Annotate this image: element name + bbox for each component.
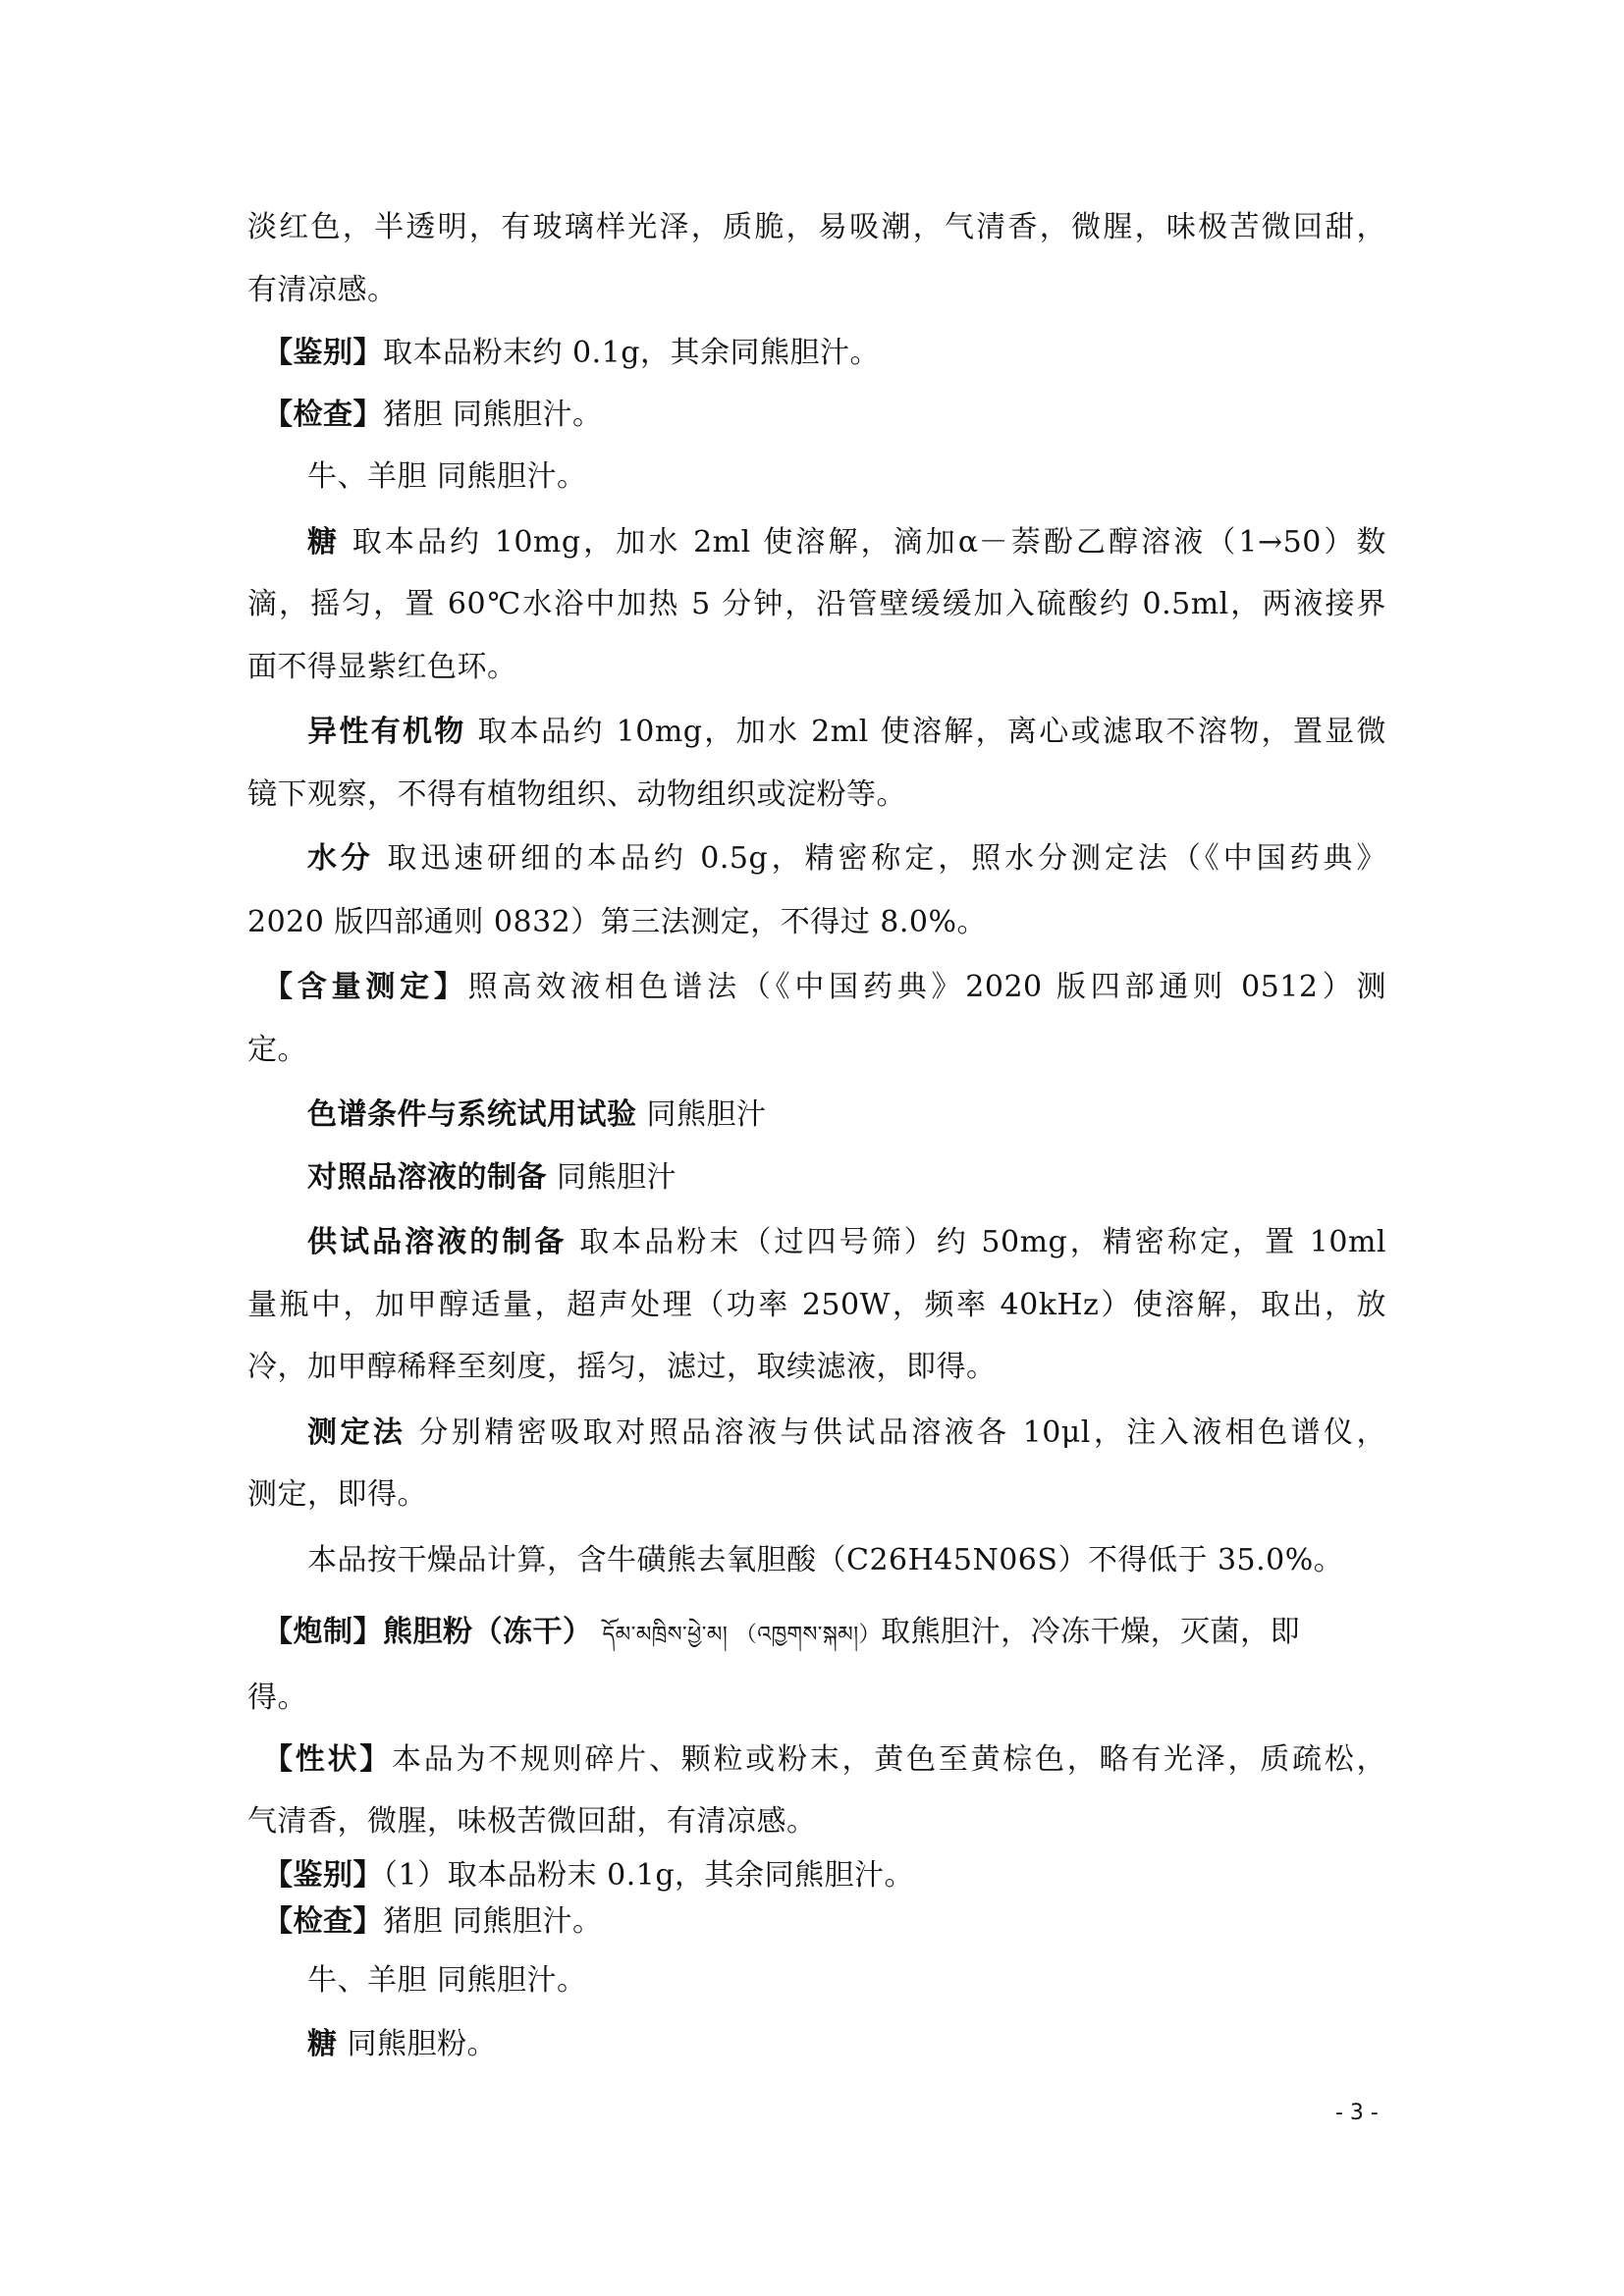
subsection-heading: 测定法: [307, 1415, 406, 1450]
section-heading: 【检查】: [263, 1904, 383, 1939]
section-sugar: [307, 523, 1386, 562]
tibetan-name: དོམ་མཁྲིས་ཕྱེ་མ། （འཁྱགས་སྐམ།）: [602, 1623, 882, 1647]
text: 淡红色，半透明，有玻璃样光泽，质脆，易吸潮，气清香，微腥，味极苦微回甜，: [247, 210, 1386, 244]
text: 测定，即得。: [247, 1477, 427, 1512]
paragraph-line: [307, 1961, 1386, 2001]
section-processing: [263, 1613, 1386, 1655]
section-check: [263, 396, 1386, 435]
section-method: [307, 1414, 1386, 1453]
section-test-solution: [307, 1223, 1386, 1262]
subsection-heading: 糖: [307, 525, 341, 560]
paragraph-line: [247, 271, 1386, 310]
text: 量瓶中，加甲醇适量，超声处理（功率 250W，频率 40kHz）使溶解，取出，放: [247, 1288, 1386, 1322]
text: 气清香，微腥，味极苦微回甜，有清凉感。: [247, 1804, 817, 1839]
section-sugar-2: [307, 2025, 1386, 2064]
subsection-heading: 糖: [307, 2027, 338, 2061]
text: （冻干）: [472, 1615, 593, 1649]
text: 取本品约 10mg，加水 2ml 使溶解，滴加α－萘酚乙醇溶液（1→50）数: [340, 525, 1387, 560]
section-heading: 【性状】: [263, 1742, 392, 1777]
subsection-heading: 供试品溶液的制备: [307, 1225, 568, 1259]
text: 取迅速研细的本品约 0.5g，精密称定，照水分测定法（《中国药典》: [373, 841, 1386, 876]
paragraph-line: [247, 585, 1386, 624]
paragraph-line: [247, 1031, 1386, 1070]
section-water: [307, 839, 1386, 879]
text: 牛、羊胆 同熊胆汁。: [307, 1963, 587, 1998]
paragraph-line: [247, 208, 1386, 247]
text: （1）取本品粉末 0.1g，其余同熊胆汁。: [383, 1858, 915, 1893]
text: 取本品约 10mg，加水 2ml 使溶解，离心或滤取不溶物，置显微: [465, 715, 1386, 749]
subsection-heading: 异性有机物: [307, 715, 466, 749]
text: 猪胆 同熊胆汁。: [383, 398, 603, 432]
paragraph-line: [247, 1802, 1386, 1842]
subsection-heading: 对照品溶液的制备: [307, 1160, 547, 1195]
text: 取本品粉末（过四号筛）约 50mg，精密称定，置 10ml: [567, 1225, 1387, 1259]
text: 同熊胆汁: [547, 1160, 677, 1195]
subsection-heading: 色谱条件与系统试用试验: [307, 1097, 637, 1132]
text: 取本品粉末约 0.1g，其余同熊胆汁。: [383, 336, 880, 370]
paragraph-line: [247, 1475, 1386, 1515]
text: 2020 版四部通则 0832）第三法测定，不得过 8.0%。: [247, 905, 988, 939]
paragraph-line: [247, 648, 1386, 687]
paragraph-line: [307, 457, 1386, 497]
text: 同熊胆汁: [636, 1097, 767, 1132]
paragraph-line: [247, 1286, 1386, 1325]
text: 冷，加甲醇稀释至刻度，摇匀，滤过，取续滤液，即得。: [247, 1350, 997, 1384]
section-heading: 【鉴别】: [263, 336, 383, 370]
text: 照高效液相色谱法（《中国药典》2020 版四部通则 0512）测: [467, 970, 1386, 1004]
paragraph-line: [247, 1348, 1386, 1387]
section-properties: [263, 1740, 1386, 1780]
paragraph-line: [247, 775, 1386, 815]
text: 同熊胆粉。: [337, 2027, 498, 2061]
section-identify-2: [263, 1856, 1386, 1896]
section-reference-solution: [307, 1158, 1386, 1198]
text: 取熊胆汁，冷冻干燥，灭菌，即: [881, 1615, 1301, 1649]
text: 本品按干燥品计算，含牛磺熊去氧胆酸（C26H45N06S）不得低于 35.0%。: [307, 1543, 1344, 1577]
text: 面不得显紫红色环。: [247, 650, 517, 684]
paragraph-line: [247, 903, 1386, 942]
section-chromatography: [307, 1095, 1386, 1135]
text: 本品为不规则碎片、颗粒或粉末，黄色至黄棕色，略有光泽，质疏松，: [392, 1742, 1386, 1777]
section-check-2: [263, 1902, 1386, 1942]
section-assay: [263, 968, 1386, 1007]
text: 滴，摇匀，置 60℃水浴中加热 5 分钟，沿管壁缓缓加入硫酸约 0.5ml，两液接界: [247, 587, 1386, 621]
content-requirement: [307, 1541, 1386, 1580]
section-heading: 【含量测定】: [263, 970, 468, 1004]
section-identify: [263, 334, 1386, 373]
section-heading: 【检查】: [263, 398, 383, 432]
section-heading: 【鉴别】: [263, 1858, 383, 1893]
page-number: - 3 -: [1335, 2101, 1379, 2125]
text: 得。: [247, 1681, 307, 1715]
subsection-heading: 水分: [307, 841, 374, 876]
text: 定。: [247, 1033, 307, 1067]
text: 猪胆 同熊胆汁。: [383, 1904, 603, 1939]
text: 有清凉感。: [247, 273, 398, 307]
text: 牛、羊胆 同熊胆汁。: [307, 459, 587, 494]
section-heading: 【炮制】熊胆粉: [263, 1615, 473, 1649]
text: 镜下观察，不得有植物组织、动物组织或淀粉等。: [247, 777, 906, 812]
paragraph-line: [247, 1679, 1386, 1718]
text: 分别精密吸取对照品溶液与供试品溶液各 10μl，注入液相色谱仪，: [406, 1415, 1386, 1450]
section-foreign-matter: [307, 713, 1386, 752]
